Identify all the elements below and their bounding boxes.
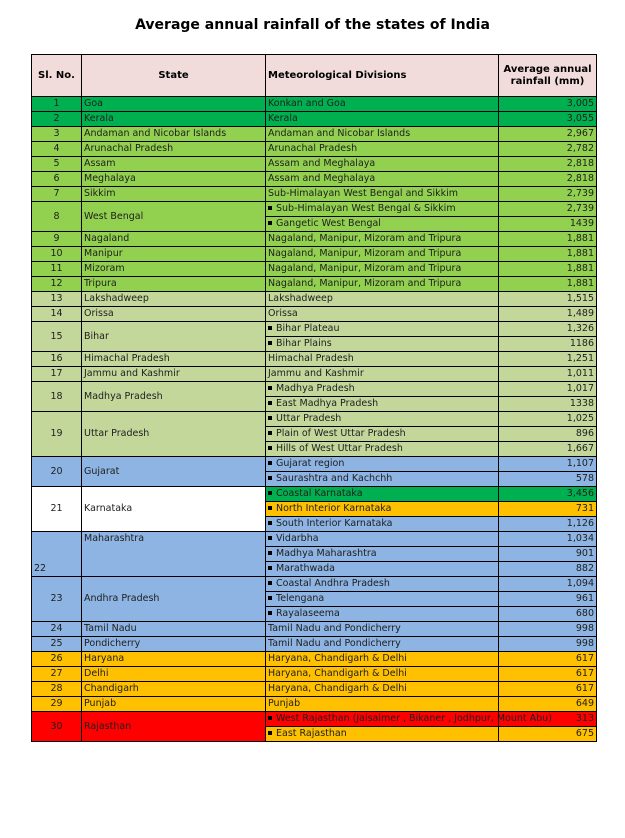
sl-no-cell: 14 [32, 307, 82, 322]
table-row [32, 367, 597, 382]
rainfall-value: 998 [499, 637, 597, 652]
state-cell: Andhra Pradesh [82, 577, 266, 622]
state-cell: Andaman and Nicobar Islands [82, 127, 266, 142]
bullet-icon [268, 521, 272, 525]
rainfall-value: 1,094 [499, 577, 597, 592]
table-row [32, 382, 597, 397]
state-cell: Orissa [82, 307, 266, 322]
division-cell [266, 232, 499, 247]
sl-no-cell: 10 [32, 247, 82, 262]
table-row [32, 622, 597, 637]
table-row [32, 112, 597, 127]
division-cell [266, 97, 499, 112]
rainfall-value: 1,489 [499, 307, 597, 322]
table-row [32, 577, 597, 592]
sl-no-cell: 9 [32, 232, 82, 247]
division-name: Coastal Andhra Pradesh [276, 578, 390, 589]
state-cell: Punjab [82, 697, 266, 712]
table-row [32, 532, 597, 547]
division-name: Bihar Plains [276, 338, 332, 349]
state-cell: Uttar Pradesh [82, 412, 266, 457]
division-name: Plain of West Uttar Pradesh [276, 428, 406, 439]
bullet-icon [268, 461, 272, 465]
division-cell [266, 127, 499, 142]
table-row [32, 247, 597, 262]
rainfall-value: 1,667 [499, 442, 597, 457]
division-cell [266, 187, 499, 202]
division-cell [266, 532, 499, 547]
division-cell [266, 547, 499, 562]
bullet-icon [268, 386, 272, 390]
bullet-icon [268, 596, 272, 600]
division-cell [266, 322, 499, 337]
table-row [32, 277, 597, 292]
state-cell: Tamil Nadu [82, 622, 266, 637]
division-cell [266, 697, 499, 712]
sl-no-cell: 17 [32, 367, 82, 382]
state-cell: Madhya Pradesh [82, 382, 266, 412]
rainfall-value: 1,126 [499, 517, 597, 532]
table-row [32, 97, 597, 112]
division-cell [266, 382, 499, 397]
state-cell: Kerala [82, 112, 266, 127]
bullet-icon [268, 491, 272, 495]
sl-no-cell: 13 [32, 292, 82, 307]
division-cell [266, 487, 499, 502]
rainfall-value: 1,011 [499, 367, 597, 382]
division-name: Haryana, Chandigarh & Delhi [268, 653, 407, 664]
table-row [32, 202, 597, 217]
bullet-icon [268, 476, 272, 480]
division-cell [266, 502, 499, 517]
bullet-icon [268, 551, 272, 555]
division-name: Nagaland, Manipur, Mizoram and Tripura [268, 263, 462, 274]
division-name: Bihar Plateau [276, 323, 340, 334]
state-cell: West Bengal [82, 202, 266, 232]
division-name: Tamil Nadu and Pondicherry [268, 623, 401, 634]
division-cell [266, 592, 499, 607]
rainfall-value: 2,739 [499, 202, 597, 217]
bullet-icon [268, 581, 272, 585]
page-title: Average annual rainfall of the states of India [135, 17, 490, 33]
table-row [32, 487, 597, 502]
state-cell: Gujarat [82, 457, 266, 487]
rainfall-value: 2,818 [499, 172, 597, 187]
division-name: Haryana, Chandigarh & Delhi [268, 668, 407, 679]
table-row [32, 157, 597, 172]
state-cell: Jammu and Kashmir [82, 367, 266, 382]
bullet-icon [268, 431, 272, 435]
header-sl-no: Sl. No. [32, 55, 82, 97]
division-name: Nagaland, Manipur, Mizoram and Tripura [268, 278, 462, 289]
rainfall-value: 3,456 [499, 487, 597, 502]
division-name: Konkan and Goa [268, 98, 346, 109]
rainfall-value: 2,739 [499, 187, 597, 202]
sl-no-cell: 3 [32, 127, 82, 142]
state-cell: Assam [82, 157, 266, 172]
table-row [32, 307, 597, 322]
division-cell [266, 727, 499, 742]
sl-no-cell: 29 [32, 697, 82, 712]
division-cell [266, 427, 499, 442]
rainfall-value: 2,967 [499, 127, 597, 142]
state-cell: Lakshadweep [82, 292, 266, 307]
header-rainfall: Average annual rainfall (mm) [499, 55, 597, 97]
division-name: Assam and Meghalaya [268, 173, 376, 184]
division-name: Gangetic West Bengal [276, 218, 381, 229]
table-row [32, 262, 597, 277]
rainfall-value: 2,782 [499, 142, 597, 157]
rainfall-value: 1,251 [499, 352, 597, 367]
division-name: Haryana, Chandigarh & Delhi [268, 683, 407, 694]
header-state: State [82, 55, 266, 97]
table-row [32, 637, 597, 652]
division-cell [266, 292, 499, 307]
rainfall-value: 617 [499, 682, 597, 697]
rainfall-value: 961 [499, 592, 597, 607]
state-cell: Chandigarh [82, 682, 266, 697]
rainfall-value: 896 [499, 427, 597, 442]
rainfall-value: 882 [499, 562, 597, 577]
division-cell [266, 157, 499, 172]
division-name: Saurashtra and Kachchh [276, 473, 393, 484]
division-cell [266, 367, 499, 382]
division-name: Nagaland, Manipur, Mizoram and Tripura [268, 248, 462, 259]
rainfall-value: 649 [499, 697, 597, 712]
table-row [32, 457, 597, 472]
state-cell: Maharashtra [82, 532, 266, 577]
division-cell [266, 457, 499, 472]
division-name: Orissa [268, 308, 298, 319]
division-cell [266, 712, 552, 727]
table-row [32, 187, 597, 202]
bullet-icon [268, 566, 272, 570]
sl-no-cell: 16 [32, 352, 82, 367]
header-row [32, 55, 597, 97]
sl-no-cell: 27 [32, 667, 82, 682]
division-cell [266, 112, 499, 127]
state-cell: Pondicherry [82, 637, 266, 652]
division-cell [266, 217, 499, 232]
rainfall-value: 998 [499, 622, 597, 637]
sl-no-cell: 30 [32, 712, 82, 742]
state-cell: Manipur [82, 247, 266, 262]
sl-no-cell: 11 [32, 262, 82, 277]
bullet-icon [268, 326, 272, 330]
bullet-icon [268, 536, 272, 540]
rainfall-table [31, 54, 597, 742]
division-name: Madhya Pradesh [276, 383, 355, 394]
rainfall-value: 1,881 [499, 262, 597, 277]
rainfall-value: 313 [499, 712, 597, 727]
division-cell [266, 172, 499, 187]
table-row [32, 292, 597, 307]
sl-no-cell: 21 [32, 487, 82, 532]
bullet-icon [268, 446, 272, 450]
table-row [32, 322, 597, 337]
sl-no-cell: 26 [32, 652, 82, 667]
division-cell [266, 142, 499, 157]
table-row [32, 712, 597, 727]
state-cell: Arunachal Pradesh [82, 142, 266, 157]
division-name: Sub-Himalayan West Bengal & Sikkim [276, 203, 456, 214]
division-cell [266, 442, 499, 457]
sl-no-cell: 19 [32, 412, 82, 457]
division-cell [266, 262, 499, 277]
division-name: South Interior Karnataka [276, 518, 393, 529]
division-name: Tamil Nadu and Pondicherry [268, 638, 401, 649]
table-row [32, 352, 597, 367]
rainfall-value: 901 [499, 547, 597, 562]
bullet-icon [268, 401, 272, 405]
bullet-icon [268, 416, 272, 420]
header-divisions: Meteorological Divisions [266, 55, 499, 97]
rainfall-value: 578 [499, 472, 597, 487]
rainfall-value: 617 [499, 667, 597, 682]
division-cell [266, 307, 499, 322]
state-cell: Rajasthan [82, 712, 266, 742]
rainfall-value: 1,034 [499, 532, 597, 547]
division-name: Hills of West Uttar Pradesh [276, 443, 403, 454]
table-row [32, 232, 597, 247]
division-name: West Rajasthan (Jaisalmer , Bikaner , Jodhpur, Mount Abu) [276, 713, 552, 724]
rainfall-value: 675 [499, 727, 597, 742]
sl-no-cell: 28 [32, 682, 82, 697]
table-body [32, 97, 597, 742]
division-cell [266, 277, 499, 292]
rainfall-value: 2,818 [499, 157, 597, 172]
rainfall-value: 1,017 [499, 382, 597, 397]
rainfall-value: 1,107 [499, 457, 597, 472]
rainfall-value: 1338 [499, 397, 597, 412]
table-row [32, 652, 597, 667]
table-row [32, 697, 597, 712]
table-row [32, 667, 597, 682]
state-cell: Haryana [82, 652, 266, 667]
division-cell [266, 517, 499, 532]
state-cell: Himachal Pradesh [82, 352, 266, 367]
bullet-icon [268, 221, 272, 225]
division-cell [266, 247, 499, 262]
division-cell [266, 472, 499, 487]
division-name: Andaman and Nicobar Islands [268, 128, 411, 139]
division-name: Vidarbha [276, 533, 319, 544]
rainfall-value: 1439 [499, 217, 597, 232]
bullet-icon [268, 341, 272, 345]
division-cell [266, 682, 499, 697]
division-name: Madhya Maharashtra [276, 548, 377, 559]
division-name: Lakshadweep [268, 293, 333, 304]
table-row [32, 412, 597, 427]
sl-no-cell: 23 [32, 577, 82, 622]
division-cell [266, 352, 499, 367]
sl-no-cell: 20 [32, 457, 82, 487]
division-cell [266, 607, 499, 622]
sl-no-cell: 12 [32, 277, 82, 292]
rainfall-value: 1,881 [499, 277, 597, 292]
bullet-icon [268, 611, 272, 615]
table-row [32, 682, 597, 697]
division-cell [266, 562, 499, 577]
state-cell: Meghalaya [82, 172, 266, 187]
division-cell [266, 622, 499, 637]
division-name: East Madhya Pradesh [276, 398, 379, 409]
table-row [32, 172, 597, 187]
rainfall-value: 617 [499, 652, 597, 667]
division-cell [266, 637, 499, 652]
division-name: Rayalaseema [276, 608, 340, 619]
state-cell: Nagaland [82, 232, 266, 247]
bullet-icon [268, 716, 272, 720]
rainfall-value: 3,055 [499, 112, 597, 127]
division-cell [266, 412, 499, 427]
division-cell [266, 667, 499, 682]
rainfall-value: 1,515 [499, 292, 597, 307]
division-name: Arunachal Pradesh [268, 143, 358, 154]
division-name: Himachal Pradesh [268, 353, 354, 364]
division-cell [266, 397, 499, 412]
table-row [32, 127, 597, 142]
division-name: Coastal Karnataka [276, 488, 363, 499]
division-cell [266, 337, 499, 352]
table-row [32, 142, 597, 157]
rainfall-value: 1,025 [499, 412, 597, 427]
division-name: North Interior Karnataka [276, 503, 392, 514]
state-cell: Delhi [82, 667, 266, 682]
sl-no-cell: 22 [32, 532, 82, 577]
sl-no-cell: 8 [32, 202, 82, 232]
state-cell: Tripura [82, 277, 266, 292]
division-name: Nagaland, Manipur, Mizoram and Tripura [268, 233, 462, 244]
division-name: Punjab [268, 698, 301, 709]
bullet-icon [268, 206, 272, 210]
division-name: Gujarat region [276, 458, 345, 469]
state-cell: Bihar [82, 322, 266, 352]
rainfall-value: 1,881 [499, 232, 597, 247]
sl-no-cell: 24 [32, 622, 82, 637]
division-cell [266, 652, 499, 667]
state-cell: Sikkim [82, 187, 266, 202]
state-cell: Goa [82, 97, 266, 112]
division-name: Uttar Pradesh [276, 413, 342, 424]
rainfall-value: 731 [499, 502, 597, 517]
division-name: Jammu and Kashmir [268, 368, 364, 379]
division-cell [266, 577, 499, 592]
rainfall-value: 680 [499, 607, 597, 622]
division-name: East Rajasthan [276, 728, 347, 739]
division-name: Sub-Himalayan West Bengal and Sikkim [268, 188, 459, 199]
bullet-icon [268, 506, 272, 510]
sl-no-cell: 25 [32, 637, 82, 652]
division-name: Marathwada [276, 563, 335, 574]
division-name: Telengana [276, 593, 325, 604]
division-cell [266, 202, 499, 217]
state-cell: Karnataka [82, 487, 266, 532]
rainfall-value: 1,881 [499, 247, 597, 262]
state-cell: Mizoram [82, 262, 266, 277]
rainfall-value: 3,005 [499, 97, 597, 112]
bullet-icon [268, 731, 272, 735]
sl-no-cell: 5 [32, 157, 82, 172]
sl-no-cell: 15 [32, 322, 82, 352]
sl-no-cell: 18 [32, 382, 82, 412]
sl-no-cell: 4 [32, 142, 82, 157]
sl-no-cell: 1 [32, 97, 82, 112]
sl-no-cell: 7 [32, 187, 82, 202]
division-name: Assam and Meghalaya [268, 158, 376, 169]
rainfall-value: 1186 [499, 337, 597, 352]
division-name: Kerala [268, 113, 298, 124]
sl-no-cell: 2 [32, 112, 82, 127]
sl-no-cell: 6 [32, 172, 82, 187]
rainfall-value: 1,326 [499, 322, 597, 337]
